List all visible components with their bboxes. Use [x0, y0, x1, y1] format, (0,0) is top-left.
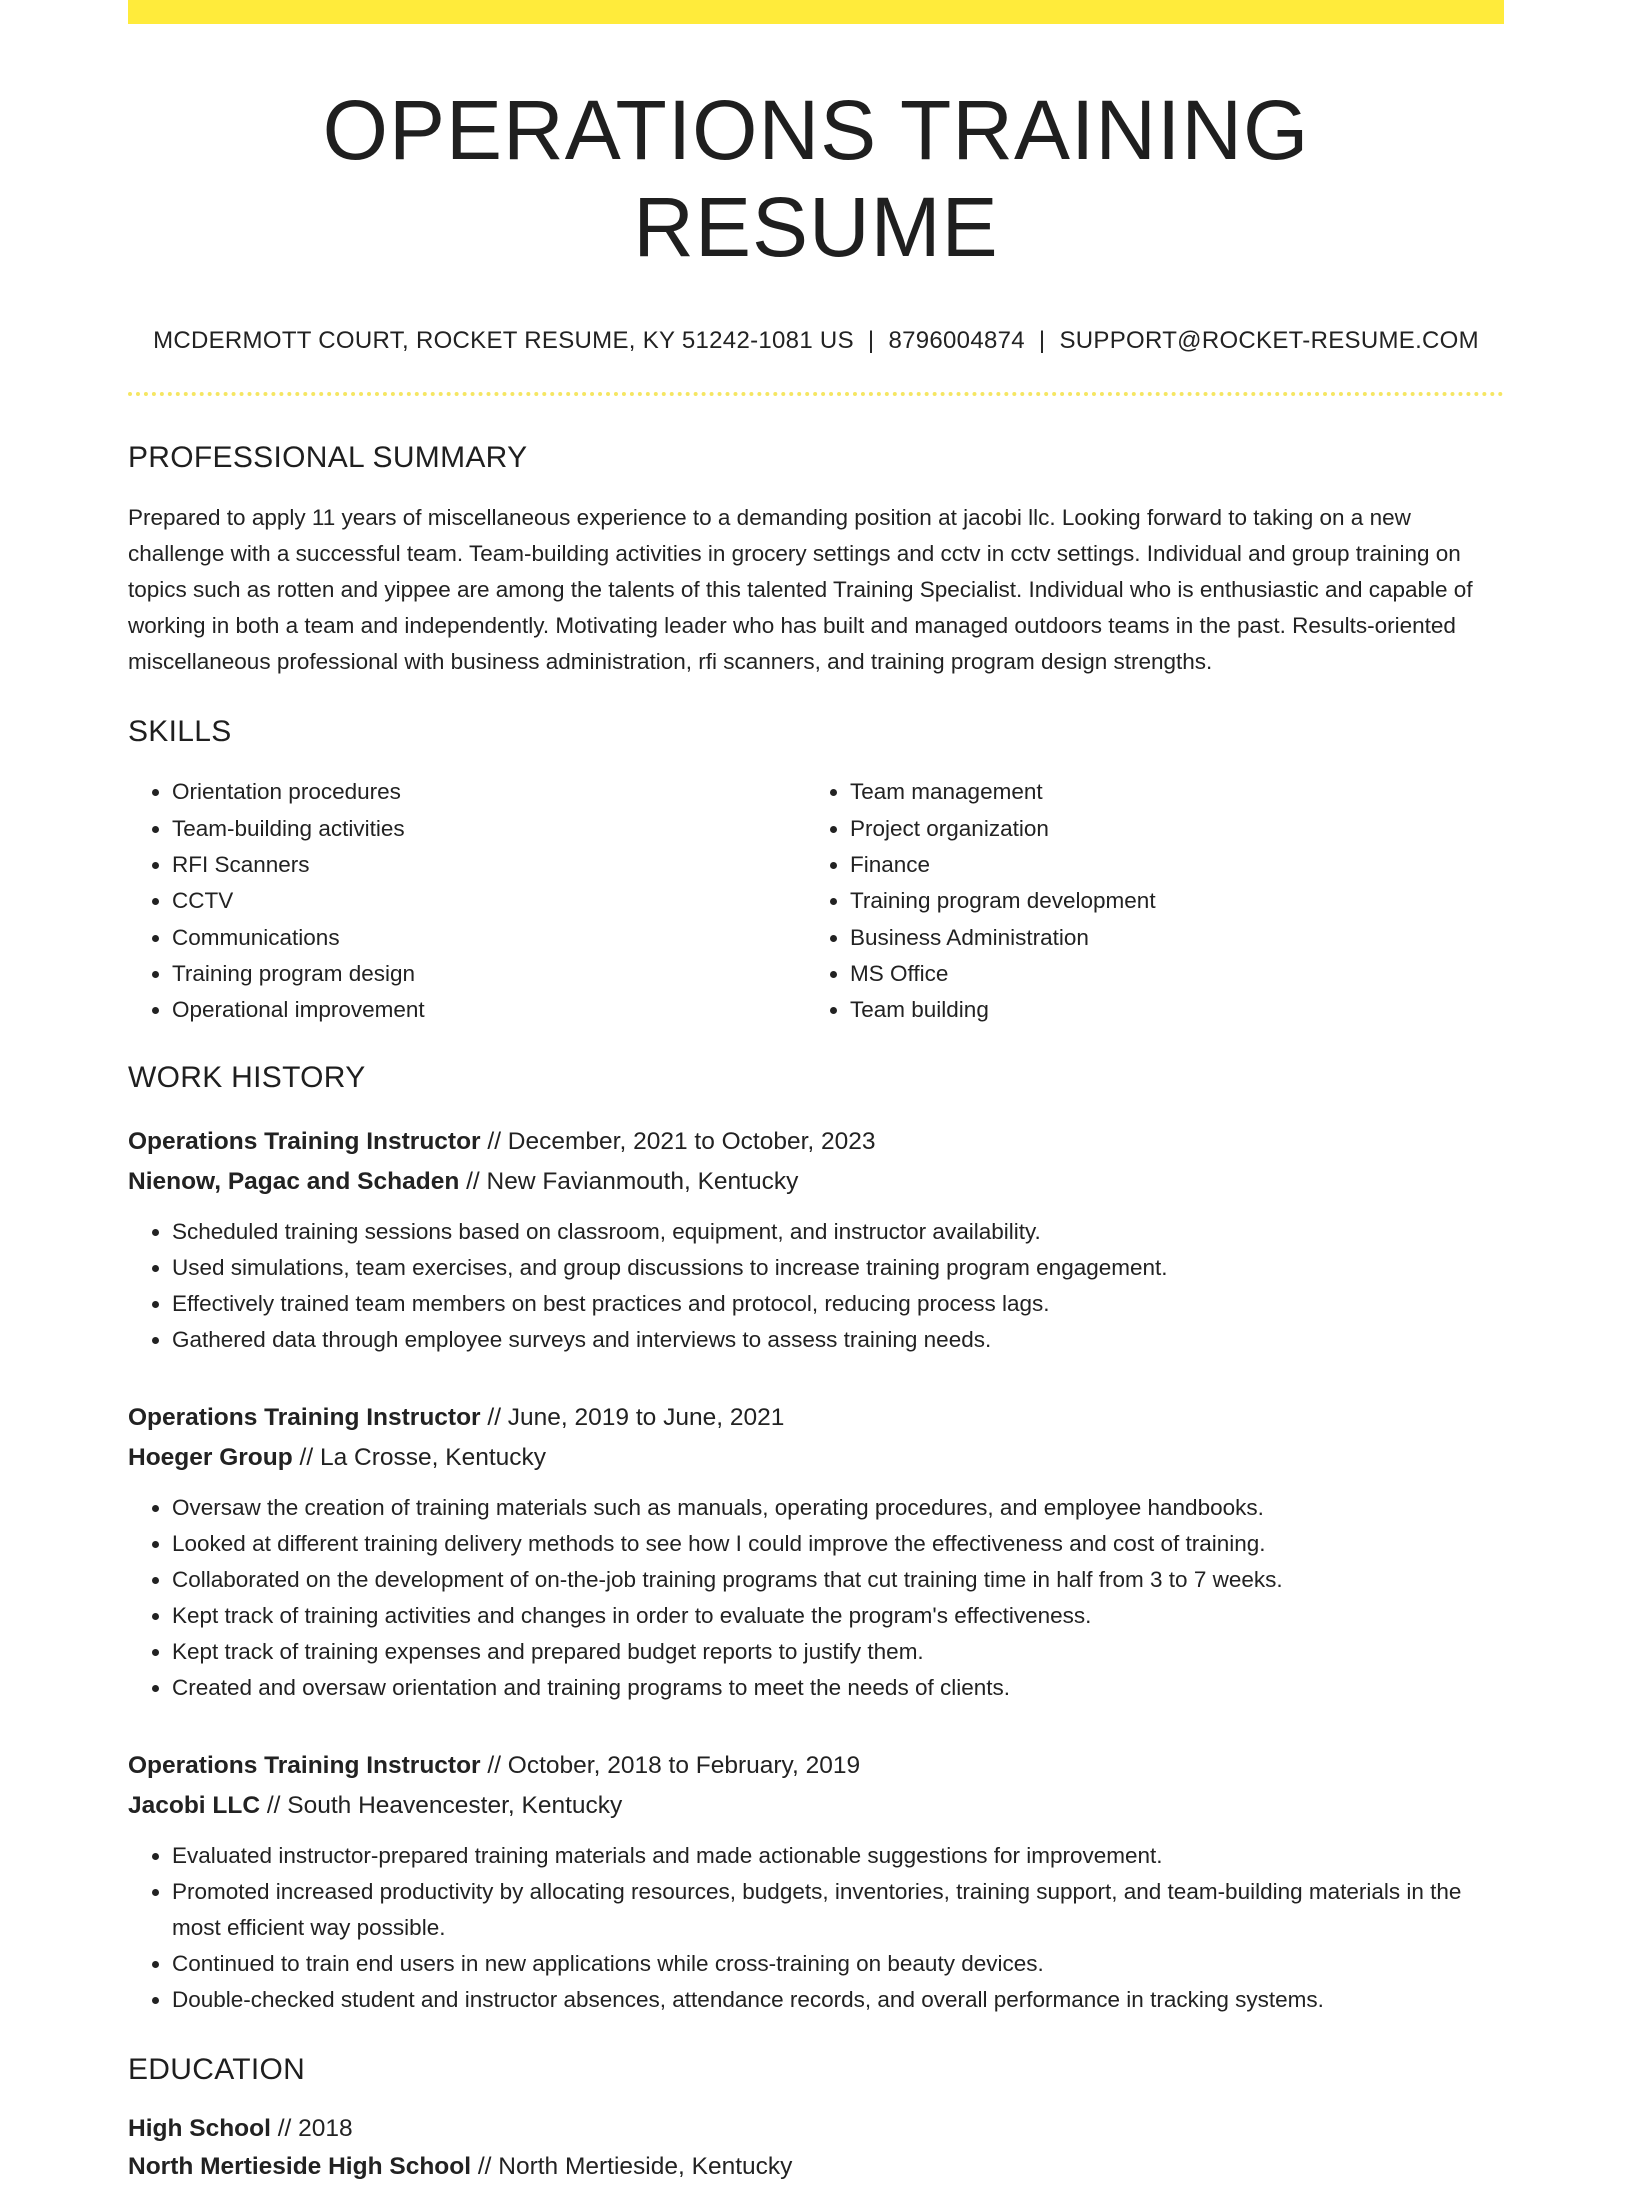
job-entry	[128, 1746, 1504, 2018]
job-title-line	[128, 1746, 1504, 1786]
job-bullet: • Effectively trained team members on best practices and protocol, reducing process lags.	[172, 1286, 1504, 1322]
dotted-divider	[128, 392, 1504, 396]
job-title-line	[128, 1122, 1504, 1162]
contact-address: MCDERMOTT COURT, ROCKET RESUME, KY 51242-1081 US	[153, 327, 854, 355]
job-title-line	[128, 1398, 1504, 1438]
job-title: Operations Training Instructor	[128, 1128, 481, 1156]
summary-heading: PROFESSIONAL SUMMARY	[128, 441, 528, 475]
education-heading: EDUCATION	[128, 2053, 306, 2087]
skill-item: • Project organization	[850, 811, 1484, 847]
job-company-line	[128, 1162, 1504, 1202]
education-school-line	[128, 2148, 1504, 2186]
job-location: // La Crosse, Kentucky	[292, 1444, 546, 1472]
job-bullets	[128, 1490, 1504, 1706]
contact-email: SUPPORT@ROCKET-RESUME.COM	[1059, 327, 1479, 355]
job-bullet: • Promoted increased productivity by allocating resources, budgets, inventories, training support, and team-building materials in the most efficient way possible.	[172, 1874, 1504, 1946]
education-degree-line	[128, 2110, 1504, 2148]
resume-page	[128, 0, 1504, 2186]
work-history-heading: WORK HISTORY	[128, 1061, 366, 1095]
job-bullet: • Evaluated instructor-prepared training materials and made actionable suggestions for improvement.	[172, 1838, 1504, 1874]
job-bullet: • Continued to train end users in new applications while cross-training on beauty devices.	[172, 1946, 1504, 1982]
skill-item: • Orientation procedures	[172, 774, 806, 810]
job-bullet: • Looked at different training delivery methods to see how I could improve the effectiveness and cost of training.	[172, 1526, 1504, 1562]
job-location: // South Heavencester, Kentucky	[260, 1792, 623, 1820]
summary-text: Prepared to apply 11 years of miscellaneous experience to a demanding position at jacobi llc. Looking forward to taking on a new challenge with a successful team. Team-building activities in grocery settings and cctv in cctv settings. Individual and group training on topics such as rotten and yippee are among the talents of this talented Training Specialist. Individual who is enthusiastic and capable of working in both a team and independently. Motivating leader who has built and managed outdoors teams in the past. Results-oriented miscellaneous professional with business administration, rfi scanners, and training program design strengths.	[128, 505, 1473, 675]
job-company: Nienow, Pagac and Schaden	[128, 1168, 460, 1196]
education-degree: High School	[128, 2115, 271, 2143]
skill-item: • Finance	[850, 847, 1484, 883]
job-bullet: • Collaborated on the development of on-the-job training programs that cut training time in half from 3 to 7 weeks.	[172, 1562, 1504, 1598]
job-bullet: • Created and oversaw orientation and training programs to meet the needs of clients.	[172, 1670, 1504, 1706]
job-title: Operations Training Instructor	[128, 1404, 481, 1432]
contact-separator: |	[867, 327, 875, 355]
job-dates: // December, 2021 to October, 2023	[480, 1128, 876, 1156]
job-bullet: • Kept track of training expenses and prepared budget reports to justify them.	[172, 1634, 1504, 1670]
job-bullet: • Oversaw the creation of training materials such as manuals, operating procedures, and employee handbooks.	[172, 1490, 1504, 1526]
skill-item: • Business Administration	[850, 920, 1484, 956]
skills-column-right	[806, 774, 1484, 1028]
education-location: // North Mertieside, Kentucky	[471, 2153, 793, 2181]
education-year: // 2018	[270, 2115, 353, 2143]
skill-item: • Operational improvement	[172, 992, 806, 1028]
skill-item: • RFI Scanners	[172, 847, 806, 883]
job-bullets	[128, 1214, 1504, 1358]
contact-phone: 8796004874	[888, 327, 1025, 355]
skills-list	[128, 774, 1504, 1028]
skill-item: • CCTV	[172, 883, 806, 919]
skill-item: • Team building	[850, 992, 1484, 1028]
skill-item: • Training program development	[850, 883, 1484, 919]
skill-item: • MS Office	[850, 956, 1484, 992]
skill-item: • Training program design	[172, 956, 806, 992]
job-bullets	[128, 1838, 1504, 2018]
job-bullet: • Kept track of training activities and changes in order to evaluate the program's effectiveness.	[172, 1598, 1504, 1634]
job-dates: // June, 2019 to June, 2021	[480, 1404, 785, 1432]
job-company: Jacobi LLC	[128, 1792, 261, 1820]
job-location: // New Favianmouth, Kentucky	[459, 1168, 799, 1196]
job-company: Hoeger Group	[128, 1444, 293, 1472]
job-dates: // October, 2018 to February, 2019	[480, 1752, 861, 1780]
job-title: Operations Training Instructor	[128, 1752, 481, 1780]
job-company-line	[128, 1786, 1504, 1826]
skill-item: • Communications	[172, 920, 806, 956]
job-entry	[128, 1122, 1504, 1358]
skill-item: • Team-building activities	[172, 811, 806, 847]
education-school: North Mertieside High School	[128, 2153, 472, 2181]
skills-column-left	[128, 774, 806, 1028]
accent-bar	[128, 0, 1504, 24]
page-title: OPERATIONS TRAINING RESUME	[322, 83, 1310, 274]
skill-item: • Team management	[850, 774, 1484, 810]
education-entry	[128, 2110, 1504, 2186]
job-entry	[128, 1398, 1504, 1706]
job-company-line	[128, 1438, 1504, 1478]
contact-line	[128, 325, 1504, 356]
contact-separator: |	[1038, 327, 1046, 355]
job-bullet: • Used simulations, team exercises, and group discussions to increase training program engagement.	[172, 1250, 1504, 1286]
job-bullet: • Double-checked student and instructor absences, attendance records, and overall performance in tracking systems.	[172, 1982, 1504, 2018]
skills-heading: SKILLS	[128, 715, 232, 749]
job-bullet: • Scheduled training sessions based on classroom, equipment, and instructor availability.	[172, 1214, 1504, 1250]
job-bullet: • Gathered data through employee surveys and interviews to assess training needs.	[172, 1322, 1504, 1358]
